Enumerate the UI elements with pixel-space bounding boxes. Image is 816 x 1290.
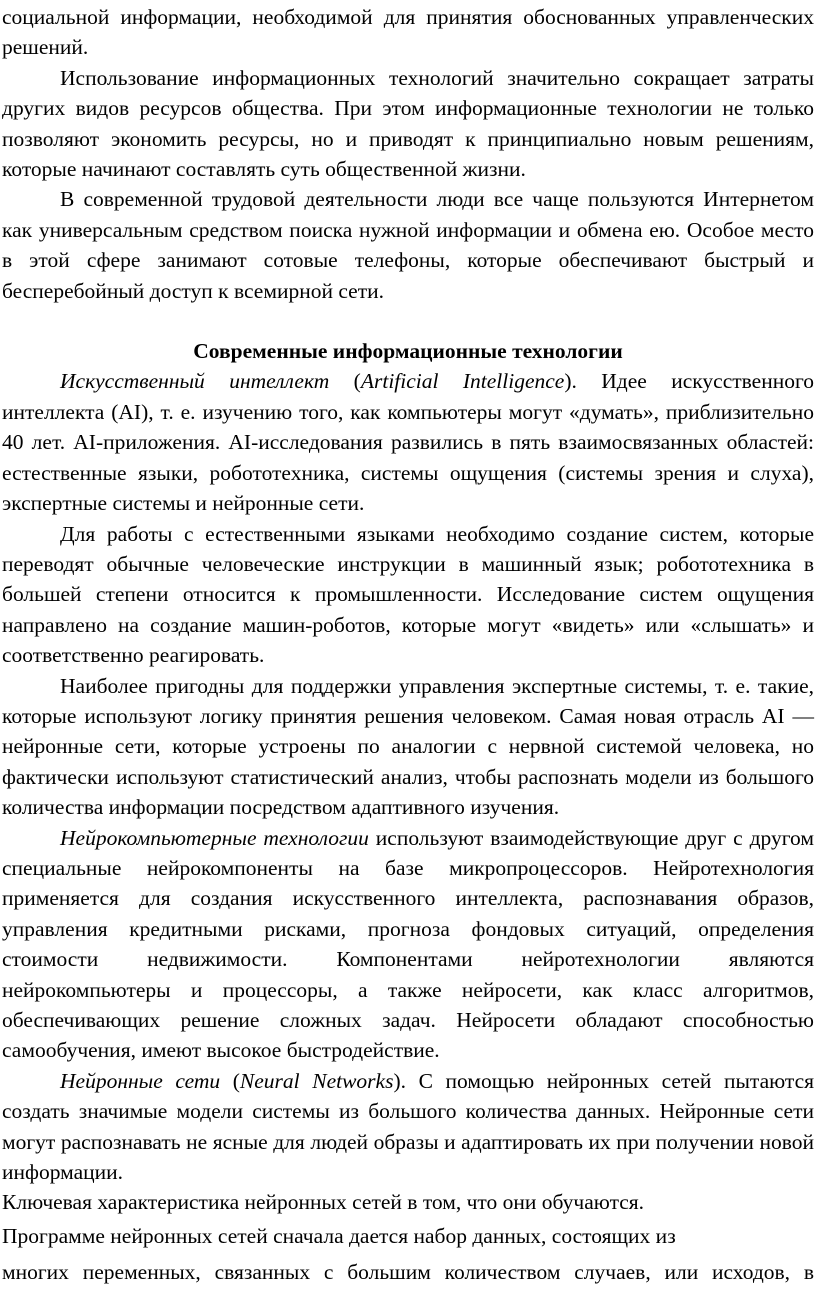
term-neurocomputing: Нейрокомпьютерные технологии: [60, 825, 369, 850]
paragraph-neural-networks: [2, 1066, 814, 1188]
blank-line: [2, 306, 814, 336]
paragraph-intro-continuation: социальной информации, необходимой для принятия обоснованных управленческих решений.: [2, 5, 814, 60]
paragraph-program-line-1: Программе нейронных сетей сначала дается набор данных, состоящих из: [2, 1223, 676, 1248]
paragraph-it-usage: Использование информационных технологий значительно сокращает затраты других видов ресурсов общества. При этом информационные технологии не только позволяют экономить ресурсы, но и приводят к принципиально новым решениям, которые начинают составлять суть общественной жизни.: [2, 65, 814, 182]
paragraph-natural-languages: Для работы с естественными языками необходимо создание систем, которые переводят обычные человеческие инструкции в машинный язык; робототехника в большей степени относится к промышленности. Исследование систем ощущения направлено на создание машин-роботов, которые могут «видеть» или «слышать» и соответственно реагировать.: [2, 521, 814, 668]
neurocomputing-body: используют взаимодействующие друг с другом специальные нейрокомпоненты на базе микропроцессоров. Нейротехнология применяется для создания искусственного интеллекта, распознавания образов, управления кредитными рисками, прогноза фондовых ситуаций, определения стоимости недвижимости. Компонентами нейротехнологии являются нейрокомпьютеры и процессоры, а также нейросети, как класс алгоритмов, обеспечивающих решение сложных задач. Нейросети обладают способностью самообучения, имеют высокое быстродействие.: [2, 825, 814, 1063]
paragraph-neurocomputing: [2, 823, 814, 1066]
ai-body: ). Идее искусственного интеллекта (AI), т. е. изучению того, как компьютеры могут «думать», приблизительно 40 лет. AI-приложения. AI-исследования развились в пять взаимосвязанных областей: естественные языки, робототехника, системы ощущения (системы зрения и слуха), экспертные системы и нейронные сети.: [2, 369, 814, 516]
term-neural-networks: Нейронные сети: [60, 1068, 221, 1093]
paragraph-ai: [2, 366, 814, 518]
term-neural-networks-en: Neural Networks: [239, 1068, 394, 1093]
section-heading: Современные информационные технологии: [193, 339, 623, 364]
paragraph-program-line-2: многих переменных, связанных с большим количеством случаев, или исходов, в: [2, 1259, 814, 1284]
paragraph-key-characteristic: Ключевая характеристика нейронных сетей в том, что они обучаются.: [2, 1190, 645, 1215]
neural-networks-body: ). С помощью нейронных сетей пытаются создать значимые модели системы из большого количества данных. Нейронные сети могут распознавать не ясные для людей образы и адаптировать их при получении новой информации.: [2, 1068, 815, 1185]
ai-open-paren: (: [329, 369, 361, 394]
paragraph-expert-systems: Наиболее пригодны для поддержки управления экспертные системы, т. е. такие, которые используют логику принятия решения человеком. Самая новая отрасль AI — нейронные сети, которые устроены по аналогии с нервной системой человека, но фактически используют статистический анализ, чтобы распознать модели из большого количества информации посредством адаптивного изучения.: [2, 673, 814, 820]
term-ai: Искусственный интеллект: [60, 369, 330, 394]
neural-open-paren: (: [220, 1068, 240, 1093]
paragraph-internet: В современной трудовой деятельности люди все чаще пользуются Интернетом как универсальным средством поиска нужной информации и обмена ею. Особое место в этой сфере занимают сотовые телефоны, которые обеспечивают быстрый и бесперебойный доступ к всемирной сети.: [2, 187, 814, 303]
term-ai-en: Artificial Intelligence: [360, 369, 565, 394]
